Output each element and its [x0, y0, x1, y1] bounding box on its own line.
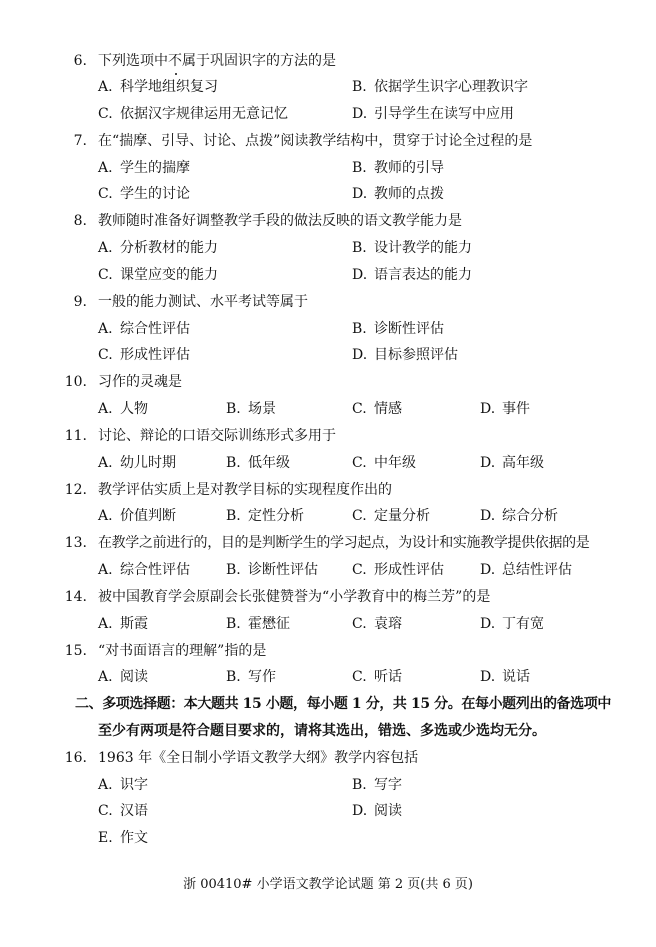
option-a: A. 学生的揣摩 — [98, 160, 190, 176]
question-number: 13. — [64, 535, 87, 551]
option-c: C. 听话 — [352, 669, 402, 685]
question-text: “对书面语言的理解”指的是 — [98, 643, 267, 659]
option-a: A. 综合性评估 — [98, 321, 190, 337]
option-c: C. 学生的讨论 — [98, 186, 190, 202]
question-text: 一般的能力测试、水平考试等属于 — [98, 294, 308, 310]
question-text: 被中国教育学会原副会长张健赞誉为“小学教育中的梅兰芳”的是 — [98, 589, 491, 605]
question-text: 1963 年《全日制小学语文教学大纲》教学内容包括 — [98, 750, 419, 766]
option-c: C. 依据汉字规律运用无意记忆 — [98, 106, 288, 122]
question-number: 10. — [64, 374, 87, 390]
option-d: D. 说话 — [480, 669, 530, 685]
option-a: A. 阅读 — [98, 669, 148, 685]
option-b: B. 诊断性评估 — [226, 562, 318, 578]
option-b: B. 设计教学的能力 — [352, 240, 472, 256]
option-b: B. 写字 — [352, 777, 402, 793]
option-c: C. 定量分析 — [352, 508, 430, 524]
question-number: 11. — [64, 428, 87, 444]
option-c: C. 袁瑢 — [352, 616, 402, 632]
question-text: 教学评估实质上是对教学目标的实现程度作出的 — [98, 482, 392, 498]
section-instruction: 至少有两项是符合题目要求的，请将其选出，错选、多选或少选均无分。 — [98, 723, 546, 739]
option-b: B. 霍懋征 — [226, 616, 290, 632]
question-number: 8. — [73, 213, 87, 229]
question-number: 16. — [64, 750, 87, 766]
option-d: D. 目标参照评估 — [352, 347, 458, 363]
question-number: 12. — [64, 482, 87, 498]
option-d: D. 高年级 — [480, 455, 544, 471]
page-footer: 浙 00410# 小学语文教学论试题 第 2 页(共 6 页) — [183, 877, 473, 892]
question-text: 习作的灵魂是 — [98, 374, 182, 390]
option-a: A. 价值判断 — [98, 508, 176, 524]
option-d: D. 教师的点拨 — [352, 186, 444, 202]
question-text: 在“揣摩、引导、讨论、点拨”阅读教学结构中，贯穿于讨论全过程的是 — [98, 133, 533, 149]
option-a: A. 斯霞 — [98, 616, 148, 632]
option-c: C. 汉语 — [98, 803, 148, 819]
question-number: 14. — [64, 589, 87, 605]
option-b: B. 定性分析 — [226, 508, 304, 524]
question-number: 9. — [73, 294, 87, 310]
option-a: A. 识字 — [98, 777, 148, 793]
option-c: C. 形成性评估 — [98, 347, 190, 363]
option-a: A. 综合性评估 — [98, 562, 190, 578]
option-d: D. 事件 — [480, 401, 530, 417]
option-b: B. 教师的引导 — [352, 160, 444, 176]
option-b: B. 写作 — [226, 669, 276, 685]
emphasis-dot — [175, 73, 177, 75]
option-d: D. 阅读 — [352, 803, 402, 819]
question-text: 下列选项中不属于巩固识字的方法的是 — [98, 53, 336, 69]
question-text: 教师随时准备好调整教学手段的做法反映的语文教学能力是 — [98, 213, 462, 229]
option-b: B. 诊断性评估 — [352, 321, 444, 337]
option-c: C. 形成性评估 — [352, 562, 444, 578]
option-a: A. 幼儿时期 — [98, 455, 176, 471]
option-d: D. 总结性评估 — [480, 562, 572, 578]
option-e: E. 作文 — [98, 830, 148, 846]
option-c: C. 课堂应变的能力 — [98, 267, 218, 283]
option-c: C. 中年级 — [352, 455, 416, 471]
option-d: D. 引导学生在读写中应用 — [352, 106, 514, 122]
option-b: B. 场景 — [226, 401, 276, 417]
question-number: 6. — [73, 53, 87, 69]
option-a: A. 人物 — [98, 401, 148, 417]
question-number: 7. — [73, 133, 87, 149]
option-c: C. 情感 — [352, 401, 402, 417]
option-b: B. 依据学生识字心理教识字 — [352, 79, 528, 95]
option-d: D. 丁有宽 — [480, 616, 544, 632]
option-b: B. 低年级 — [226, 455, 290, 471]
option-d: D. 语言表达的能力 — [352, 267, 472, 283]
option-a: A. 分析教材的能力 — [98, 240, 218, 256]
section-heading: 二、多项选择题：本大题共 15 小题，每小题 1 分，共 15 分。在每小题列出的备选项中 — [75, 696, 611, 712]
option-d: D. 综合分析 — [480, 508, 558, 524]
question-text: 讨论、辩论的口语交际训练形式多用于 — [98, 428, 336, 444]
question-number: 15. — [64, 643, 87, 659]
question-text: 在教学之前进行的，目的是判断学生的学习起点，为设计和实施教学提供依据的是 — [98, 535, 590, 551]
option-a: A. 科学地组织复习 — [98, 79, 218, 95]
